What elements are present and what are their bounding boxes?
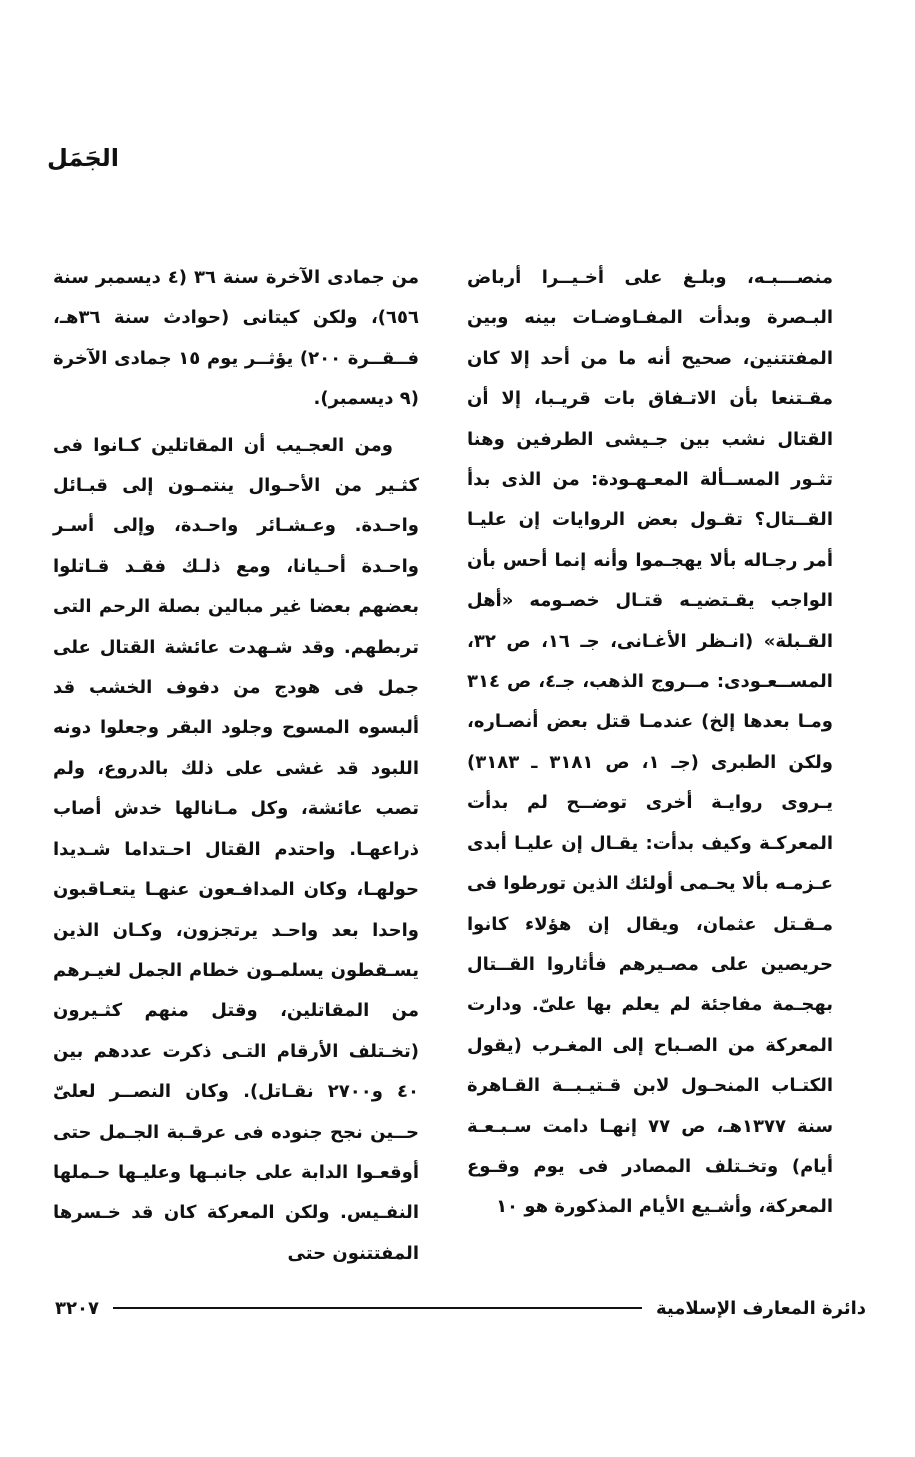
paragraph: منصـــبـه، وبلـغ على أخـيــرا أرباض البـصرة وبدأت المفـاوضـات بينه وبين المفتتنين، صحيح أنه ما من أحد إلا كان مقـتنعا بأن الاتـفاق بات قريـبا، إلا أن القتال نشب بين جـيشى الطرفين وهنا تثـور المســألة المعـهـودة: من الذى بدأ القــتال؟ تقـول بعض الروايات إن عليـا أمر رجـاله بألا يهجـموا وأنه إنما أحس بأن الواجب يقـتضيـه قتـال خصـومه «أهل القـبلة» (انـظر الأغـانى، جـ ١٦، ص ٣٢، المســعـودى: مــروج الذهب، جـ٤، ص ٣١٤ ومـا بعدها إلخ) عندمـا قتل بعض أنصـاره، ولكن الطبرى (جـ ١، ص ٣١٨١ ـ ٣١٨٣) يـروى روايـة أخرى توضــح لم بدأت المعركـة وكيف بدأت: يقـال إن عليـا أبدى عـزمـه بألا يحـمى أولئك الذين تورطوا فى مـقـتل عثمان، ويقال إن هؤلاء كانوا حريصين على مصـيرهم فأثاروا القــتال بهجـمة مفاجئة لم يعلم بها علىّ. ودارت المعركة من الصـباح إلى المغـرب (يقول الكتـاب المنحـول لابن قـتيـبــة القـاهرة سنة ١٣٧٧هـ، ص ٧٧ إنهـا دامت سـبـعـة أيام) وتخـتلف المصادر فى يوم وقـوع المعركة، وأشـيع الأيام المذكورة هو ١٠ [467, 267, 834, 1218]
footer-divider [113, 1307, 642, 1309]
paragraph: ومن العجـيب أن المقاتلين كـانوا فى كثـير من الأحـوال ينتمـون إلى قبـائل واحـدة. وعـشـائر واحـدة، وإلى أسـر واحـدة أحـيانا، ومع ذلـك فقـد قـاتلوا بعضهم بعضا غير مبالين بصلة الرحم التى تربطهم. وقد شـهدت عائشة القتال على جمل فى هودج من دفوف الخشب قد ألبسوه المسوح وجلود البقر وجعلوا دونه اللبود قد غشى على ذلك بالدروع، ولم تصب عائشة، وكل مـانالها خدش أصاب ذراعهـا. واحتدم القتال احـتداما شـديدا حولهـا، وكان المدافـعون عنهـا يتعـاقبون واحدا بعد واحـد يرتجزون، وكـان الذين يسـقطون يسلمـون خطام الجمل لغيـرهم من المقاتلين، وقتل منهم كثـيرون (تخـتلف الأرقام التـى ذكرت عددهم بين ٤٠ و٢٧٠٠ نقـاتل). وكان النصــر لعلىّ حــين نجح جنوده فى عرقـبة الجـمل حتى أوقعـوا الدابة على جانبـها وعليـها حـملها النفـيس. ولكن المعركة كان قد خـسرها المفتتنون حتى [53, 434, 419, 1264]
page-number: ٣٢٠٧ [55, 1297, 99, 1319]
encyclopedia-name: دائرة المعارف الإسلامية [655, 1297, 866, 1319]
page-title: الجَمَل [46, 144, 119, 172]
page-footer [55, 1290, 866, 1326]
paragraph: من جمادى الآخرة سنة ٣٦ (٤ ديسمبر سنة ٦٥٦)، ولكن كيتانى (حوادث سنة ٣٦هـ، فــقــرة ٢٠٠) يؤثــر يوم ١٥ جمادى الآخرة (٩ ديسمبر). [53, 267, 419, 410]
text-column-left [53, 258, 419, 1274]
text-column-right [467, 258, 833, 1228]
